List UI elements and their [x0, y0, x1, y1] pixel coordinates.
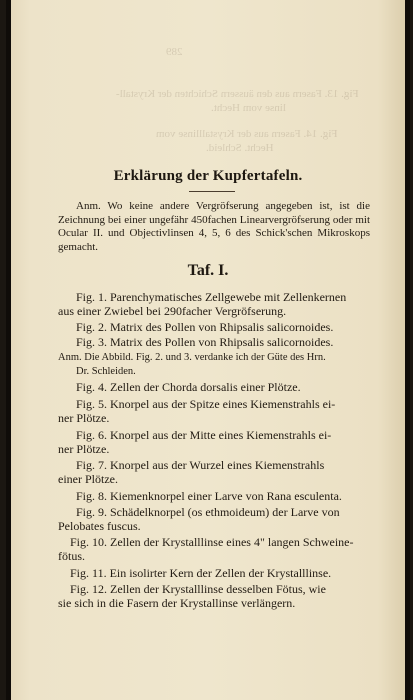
figure-entry: Fig. 3. Matrix des Pollen von Rhipsalis salicornoides.: [76, 335, 334, 349]
figure-entry: Pelobates fuscus.: [58, 519, 141, 533]
figure-entry: Fig. 12. Zellen der Krystalllinse desselben Fötus, wie: [70, 582, 326, 596]
figure-entry: Fig. 8. Kiemenknorpel einer Larve von Rana esculenta.: [76, 489, 342, 503]
left-page-edge: [6, 0, 11, 700]
figure-entry: fötus.: [58, 549, 85, 563]
figure-entry: sie sich in die Fasern der Krystallinse verlängern.: [58, 596, 296, 610]
bleedthrough-text: Fig. 14. Fasern aus der Krystalllinse vom: [156, 128, 338, 140]
figure-entry: Fig. 5. Knorpel aus der Spitze eines Kiemenstrahls ei-: [76, 397, 336, 411]
figure-entry: Fig. 6. Knorpel aus der Mitte eines Kiemenstrahls ei-: [76, 428, 332, 442]
bleedthrough-text: Fig. 13. Fasern aus den äussern Schichten der Krystall-: [116, 88, 359, 100]
note-entry: Anm. Die Abbild. Fig. 2. und 3. verdanke ich der Güte des Hrn.: [58, 352, 326, 363]
title-divider: [189, 191, 235, 192]
book-page: [6, 0, 410, 700]
intro-note: Anm. Wo keine andere Vergröfserung angegeben ist, ist die Zeichnung bei einer ungefähr 450fachen Linearvergröfserung oder mit Ocular II. und Objectivlinsen 4, 5, 6 des Schick'schen Mikroskops gemacht.: [58, 200, 370, 253]
page-title: Erklärung der Kupfertafeln.: [113, 168, 303, 184]
figure-entry: Fig. 4. Zellen der Chorda dorsalis einer Plötze.: [76, 380, 301, 394]
note-entry: Dr. Schleiden.: [76, 366, 136, 377]
right-page-edge: [405, 0, 410, 700]
figure-entry: Fig. 10. Zellen der Krystalllinse eines 4" langen Schweine-: [70, 535, 354, 549]
figure-entry: aus einer Zwiebel bei 290facher Vergröfserung.: [58, 304, 287, 318]
figure-entry: Fig. 2. Matrix des Pollen von Rhipsalis salicornoides.: [76, 320, 334, 334]
figure-entry: einer Plötze.: [58, 472, 118, 486]
figure-entry: ner Plötze.: [58, 442, 110, 456]
bleedthrough-text: Hecht. Schleid.: [206, 142, 274, 154]
plate-heading: Taf. I.: [187, 262, 229, 279]
figure-entry: Fig. 11. Ein isolirter Kern der Zellen der Krystalllinse.: [70, 566, 332, 580]
figure-entry: Fig. 9. Schädelknorpel (os ethmoideum) der Larve von: [76, 505, 340, 519]
bleedthrough-text: linse vom Hecht.: [211, 102, 286, 114]
figure-entry: ner Plötze.: [58, 411, 110, 425]
figure-entry: Fig. 7. Knorpel aus der Wurzel eines Kiemenstrahls: [76, 458, 325, 472]
bleedthrough-page-number: 289: [166, 46, 183, 58]
figure-entry: Fig. 1. Parenchymatisches Zellgewebe mit Zellenkernen: [76, 290, 347, 304]
